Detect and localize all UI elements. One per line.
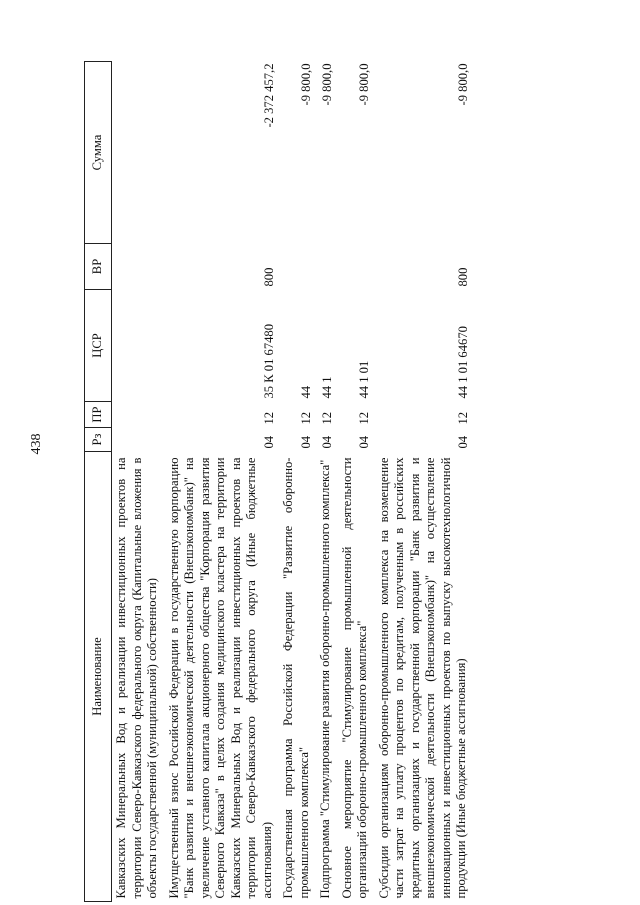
table-header-row xyxy=(85,62,112,902)
header-rz: Рз xyxy=(85,428,112,452)
row-sum: -9 800,0 xyxy=(320,63,334,106)
row-sum: -2 372 457,2 xyxy=(261,63,276,128)
row-rz: 04 xyxy=(357,435,371,449)
row-vr xyxy=(112,244,165,290)
row-name: Основное мероприятие "Стимулирование промышленной деятельности организаций оборонно-промышленного комплекса" xyxy=(339,457,369,899)
header-pr: ПР xyxy=(85,402,112,428)
row-sum: -9 800,0 xyxy=(298,63,313,106)
table-row xyxy=(165,62,280,902)
table-row xyxy=(316,62,338,902)
row-vr xyxy=(279,244,316,290)
table-row xyxy=(375,62,474,902)
row-name: Кавказских Минеральных Вод и реализации инвестиционных проектов на территории Северо-Кавказского федерального округа (Капитальные вложения в объекты государственной (муниципальной) собственности) xyxy=(114,457,159,899)
row-pr: 12 xyxy=(320,411,334,425)
row-rz: 04 xyxy=(320,435,334,449)
row-rz: 04 xyxy=(298,435,313,449)
table-row xyxy=(279,62,316,902)
row-csr: 44 xyxy=(298,385,313,399)
header-sum: Сумма xyxy=(85,62,112,244)
header-vr: ВР xyxy=(85,244,112,290)
row-csr: 44 1 01 64670 xyxy=(456,326,470,399)
row-vr: 800 xyxy=(261,267,276,287)
row-pr: 12 xyxy=(261,411,276,425)
row-pr: 12 xyxy=(298,411,313,425)
header-name: Наименование xyxy=(85,452,112,902)
page-number: 438 xyxy=(29,433,44,455)
budget-table xyxy=(84,61,474,902)
row-csr xyxy=(112,290,165,402)
table-row xyxy=(112,62,165,902)
row-sum xyxy=(112,62,165,244)
row-csr: 44 1 01 xyxy=(357,360,371,399)
row-pr: 12 xyxy=(456,411,470,425)
row-name: Имущественный взнос Российской Федерации в государственную корпорацию "Банк развития и внешнеэкономической деятельности (Внешэкономбанк)" на увеличение уставного капитала акционерного общества "Корпорация развития Северного Кавказа" в целях создания медицинского кластера на территории Кавказских Минеральных Вод и реализации инвестиционных проектов на территории Северо-Кавказского федерального округа (Иные бюджетные ассигнования) xyxy=(166,457,274,899)
row-pr: 12 xyxy=(357,411,371,425)
row-rz xyxy=(112,428,165,452)
row-rz: 04 xyxy=(261,435,276,449)
rotated-page-content xyxy=(84,62,562,902)
row-vr: 800 xyxy=(456,267,470,287)
row-sum: -9 800,0 xyxy=(456,63,470,106)
header-csr: ЦСР xyxy=(85,290,112,402)
row-vr xyxy=(338,244,375,290)
row-name: Подпрограмма "Стимулирование развития оборонно-промышленного комплекса" xyxy=(318,459,332,899)
row-sum: -9 800,0 xyxy=(357,63,371,106)
row-name: Субсидии организациям оборонно-промышленного комплекса на возмещение части затрат на уплату процентов по кредитам, полученным в российских кредитных организациях и государственной корпорации "Банк развития и внешнеэкономической деятельности (Внешэкономбанк)" на осуществление инновационных и инвестиционных проектов по выпуску высокотехнологичной продукции (Иные бюджетные ассигнования) xyxy=(376,457,468,899)
row-vr xyxy=(316,244,338,290)
table-row xyxy=(338,62,375,902)
row-csr: 35 К 01 67480 xyxy=(261,323,276,399)
row-csr: 44 1 xyxy=(320,376,334,399)
row-rz: 04 xyxy=(456,435,470,449)
row-pr xyxy=(112,402,165,428)
row-name: Государственная программа Российской Федерации "Развитие оборонно-промышленного комплекса" xyxy=(281,457,311,899)
